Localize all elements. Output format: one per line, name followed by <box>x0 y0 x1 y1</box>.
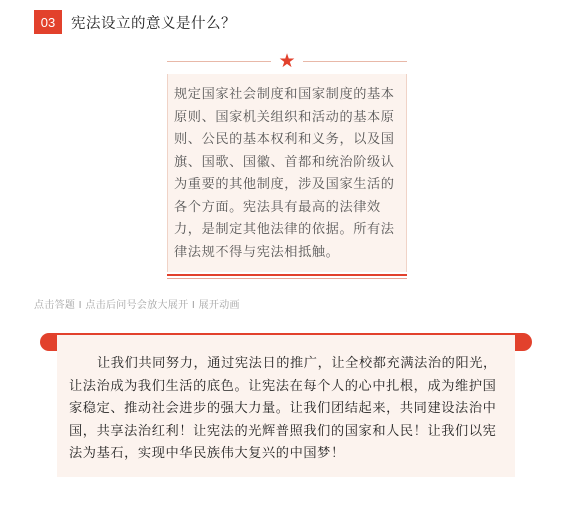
question-header <box>34 10 236 34</box>
answer-card-header <box>167 50 407 74</box>
star-icon: ★ <box>278 50 296 72</box>
answer-text: 规定国家社会制度和国家制度的基本原则、国家机关组织和活动的基本原则、公民的基本权利和义务，以及国旗、国歌、国徽、首都和统治阶级认为重要的其他制度，涉及国家生活的各个方面。宪法具有最高的法律效力，是制定其他法律的依据。所有法律法规不得与宪法相抵触。 <box>167 74 407 272</box>
answer-card-bottom-line <box>167 278 407 279</box>
question-title: 宪法设立的意义是什么？ <box>71 15 236 32</box>
divider-right <box>303 61 407 62</box>
answer-card[interactable] <box>167 50 407 279</box>
question-number-badge: 03 <box>34 10 62 34</box>
divider-left <box>167 61 271 62</box>
answer-card-bottom-border <box>167 274 407 276</box>
quote-paragraph: 让我们共同努力，通过宪法日的推广，让全校都充满法治的阳光，让法治成为我们生活的底色。让宪法在每个人的心中扎根，成为维护国家稳定、推动社会进步的强大力量。让我们团结起来，共同建设法治中国，共享法治红利！让宪法的光辉普照我们的国家和人民！让我们以宪法为基石，实现中华民族伟大复兴的中国梦！ <box>57 343 515 477</box>
interaction-hint: 点击答题 I 点击后问号会放大展开 I 展开动画 <box>34 300 240 311</box>
